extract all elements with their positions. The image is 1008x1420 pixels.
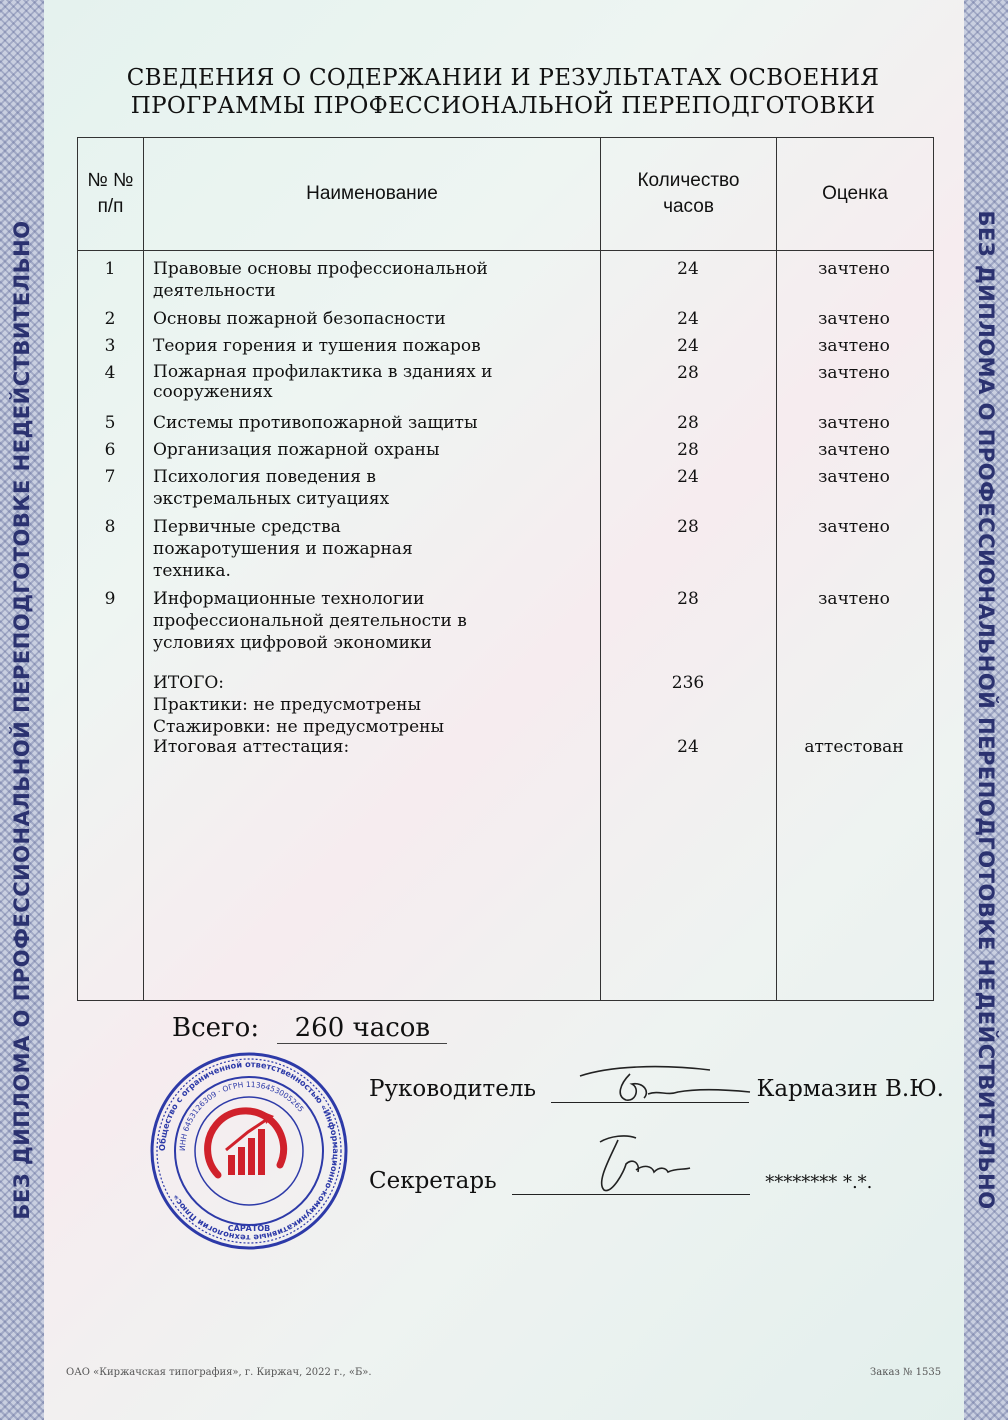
secretary-name: ******** *.*. — [765, 1172, 873, 1193]
row-9-num: 9 — [104, 589, 116, 609]
total-hours-line — [172, 1013, 447, 1044]
row-7-name: Психология поведения в экстремальных ситуациях — [153, 467, 390, 509]
row-6-name: Организация пожарной охраны — [153, 440, 440, 460]
row-9-grade: зачтено — [818, 589, 890, 609]
row-2-hours: 24 — [677, 309, 699, 329]
header-num: № № п/п — [78, 138, 144, 251]
summary-total-hours: 236 — [671, 673, 705, 693]
row-2-name: Основы пожарной безопасности — [153, 309, 446, 329]
summary-internship: Стажировки: не предусмотрены — [153, 717, 445, 737]
total-value: 260 часов — [277, 1013, 447, 1044]
row-6-hours: 28 — [677, 440, 699, 460]
document-title — [80, 64, 926, 120]
header-grade: Оценка — [777, 138, 934, 251]
summary-attestation-hours: 24 — [677, 737, 699, 757]
row-7-grade: зачтено — [818, 467, 890, 487]
row-4-grade: зачтено — [818, 363, 890, 383]
row-3-num: 3 — [104, 336, 116, 356]
row-5-grade: зачтено — [818, 413, 890, 433]
row-5-name: Системы противопожарной защиты — [153, 413, 478, 433]
row-1-name: Правовые основы профессиональной деятельности — [153, 259, 488, 301]
title-line-2: ПРОГРАММЫ ПРОФЕССИОНАЛЬНОЙ ПЕРЕПОДГОТОВКИ — [130, 93, 876, 119]
row-8-grade: зачтено — [818, 517, 890, 537]
row-7-hours: 24 — [677, 467, 699, 487]
svg-text:ИНН 6453126309 · ОГРН 11364530 — [178, 1080, 306, 1151]
row-3-hours: 24 — [677, 336, 699, 356]
row-5-num: 5 — [104, 413, 116, 433]
header-name: Наименование — [144, 138, 601, 251]
row-5-hours: 28 — [677, 413, 699, 433]
row-4-num: 4 — [104, 363, 116, 383]
summary-total-label: ИТОГО: — [153, 673, 225, 693]
right-border-warning-text: БЕЗ ДИПЛОМА О ПРОФЕССИОНАЛЬНОЙ ПЕРЕПОДГОТОВКЕ НЕДЕЙСТВИТЕЛЬНО — [974, 210, 998, 1210]
row-8-hours: 28 — [677, 517, 699, 537]
row-9-name: Информационные технологии профессиональной деятельности в условиях цифровой экономики — [153, 589, 467, 653]
row-9-hours: 28 — [677, 589, 699, 609]
header-hours: Количество часов — [601, 138, 777, 251]
row-7-num: 7 — [104, 467, 116, 487]
row-8-num: 8 — [104, 517, 116, 537]
order-number: Заказ № 1535 — [870, 1367, 942, 1378]
row-1-grade: зачтено — [818, 259, 890, 279]
row-4-name: Пожарная профилактика в зданиях и сооружениях — [153, 362, 493, 402]
row-1-num: 1 — [104, 259, 116, 279]
printer-imprint: ОАО «Киржачская типография», г. Киржач, 2022 г., «Б». — [66, 1367, 372, 1378]
summary-practice: Практики: не предусмотрены — [153, 695, 422, 715]
stamp-logo-icon — [208, 1111, 284, 1175]
summary-attestation-grade: аттестован — [804, 737, 904, 757]
secretary-signature-icon — [580, 1128, 700, 1198]
row-3-grade: зачтено — [818, 336, 890, 356]
stamp-city: САРАТОВ — [227, 1224, 271, 1233]
row-8-name: Первичные средства пожаротушения и пожарная техника. — [153, 517, 413, 581]
organization-stamp — [148, 1050, 350, 1252]
head-name: Кармазин В.Ю. — [756, 1076, 944, 1102]
row-6-num: 6 — [104, 440, 116, 460]
total-label: Всего: — [172, 1013, 260, 1043]
head-label: Руководитель — [369, 1076, 536, 1102]
table-content — [77, 137, 933, 1001]
row-2-num: 2 — [104, 309, 116, 329]
stamp-inner-text: ИНН 6453126309 · ОГРН 1136453005265 — [177, 1079, 306, 1152]
title-line-1: СВЕДЕНИЯ О СОДЕРЖАНИИ И РЕЗУЛЬТАТАХ ОСВОЕНИЯ — [126, 65, 880, 91]
secretary-label: Секретарь — [369, 1168, 497, 1194]
row-2-grade: зачтено — [818, 309, 890, 329]
row-1-hours: 24 — [677, 259, 699, 279]
row-3-name: Теория горения и тушения пожаров — [153, 336, 481, 356]
row-4-hours: 28 — [677, 363, 699, 383]
stamp-outer-text: Общество с ограниченной ответственностью «Информационно-коммуникативные технологии Плюс» — [156, 1058, 342, 1244]
left-border-warning-text: БЕЗ ДИПЛОМА О ПРОФЕССИОНАЛЬНОЙ ПЕРЕПОДГОТОВКЕ НЕДЕЙСТВИТЕЛЬНО — [10, 220, 34, 1220]
head-signature-icon — [570, 1062, 760, 1108]
summary-attestation-label: Итоговая аттестация: — [153, 737, 350, 757]
row-6-grade: зачтено — [818, 440, 890, 460]
